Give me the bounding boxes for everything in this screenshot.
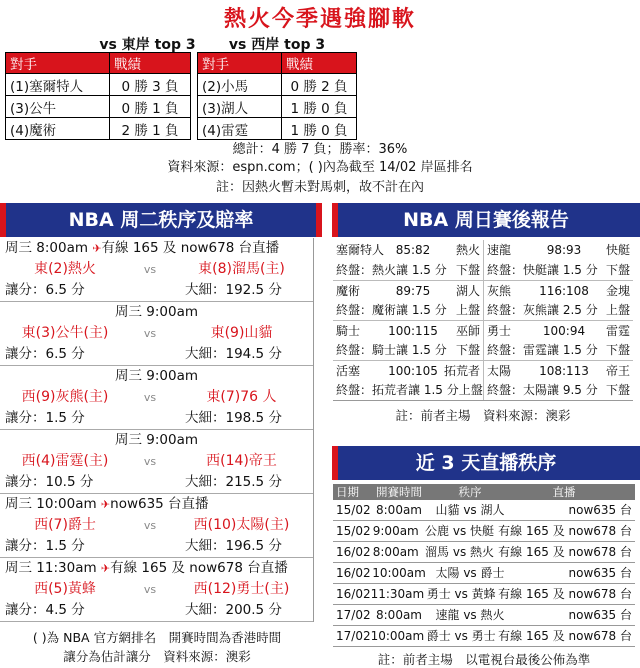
game-time: 周三 8:00am (5, 240, 89, 256)
final-score: 100:105 (388, 364, 438, 378)
broadcast-icon: ✈ (100, 498, 111, 511)
table-row (198, 96, 357, 118)
result-score-cell (483, 281, 633, 300)
result-score-cell (333, 321, 483, 340)
east-record-table (5, 52, 191, 140)
closing-odds: 終盤：快艇讓 1.5 分 (487, 263, 598, 277)
odds-banner-title: NBA 周二秩序及賠率 (68, 209, 254, 231)
game-odds-line (0, 280, 313, 301)
schedule-time: 11:30am (370, 587, 425, 601)
odds-result: 下盤 (455, 263, 480, 277)
game-block (0, 238, 313, 302)
result-score-cell (333, 240, 483, 260)
summary-text: 總計：4 勝 7 負；勝率：36% (232, 142, 408, 157)
game-time: 周三 11:30am (5, 560, 97, 576)
col-opponent: 對手 (198, 53, 282, 74)
away-team: 雷霆 (605, 324, 630, 338)
schedule-body (333, 500, 635, 647)
team-b: 東(8)溜馬(主) (198, 261, 285, 277)
total: 大細：192.5 分 (185, 282, 282, 298)
table-row (333, 563, 635, 584)
source-text: 資料來源：espn.com；( )內為截至 14/02 岸區排名 (167, 160, 473, 175)
schedule-time: 10:00am (370, 629, 425, 643)
schedule-channel: now635 台 (568, 608, 632, 622)
closing-odds: 終盤：雷霆讓 1.5 分 (487, 343, 598, 357)
table-row (6, 118, 191, 140)
schedule-match: 山貓 vs 湖人 (435, 503, 505, 517)
spread: 讓分：4.5 分 (5, 602, 85, 618)
result-score-row (333, 280, 633, 300)
result-odds-cell (333, 260, 483, 280)
record-cell: 1 勝 0 負 (282, 118, 357, 140)
result-odds-cell (333, 380, 483, 400)
final-score: 98:93 (546, 243, 582, 257)
opponent-cell: (3)湖人 (198, 96, 282, 118)
team-a: 西(7)爵士 (34, 517, 96, 533)
schedule-time: 10:00am (372, 566, 426, 580)
col-channel: 直播 (552, 485, 576, 499)
vs-label: vs (143, 391, 157, 404)
result-score-row (333, 360, 633, 380)
schedule-date: 16/02 (336, 566, 371, 580)
game-odds-line (0, 600, 313, 621)
schedule-channel: 有線 165 及 now678 台 (498, 524, 632, 538)
home-team: 太陽 (487, 364, 512, 378)
table-row (333, 584, 635, 605)
schedule-time: 9:00am (372, 524, 419, 538)
results-footer: 註：前者主場 資料來源：澳彩 (395, 408, 571, 423)
away-team: 熱火 (455, 243, 480, 257)
schedule-date: 15/02 (336, 503, 371, 517)
result-odds-cell (483, 260, 633, 280)
schedule-match: 溜馬 vs 熱火 (425, 545, 495, 559)
vs-label: vs (143, 455, 157, 468)
result-score-cell (483, 240, 633, 260)
game-block (0, 558, 313, 622)
col-date: 日期 (336, 485, 359, 499)
game-block (0, 494, 313, 558)
table-row (333, 542, 635, 563)
home-team: 騎士 (336, 324, 361, 338)
result-odds-row (333, 340, 633, 360)
away-team: 巫師 (455, 324, 480, 338)
results-banner (332, 203, 640, 237)
table-row (333, 521, 635, 542)
game-time-line (0, 302, 313, 323)
banner-accent (332, 203, 338, 237)
banner-accent (316, 203, 322, 237)
team-a: 東(2)熱火 (34, 261, 96, 277)
away-team: 湖人 (455, 284, 480, 298)
final-score: 89:75 (395, 284, 431, 298)
vs-label: vs (143, 263, 157, 276)
table-row (333, 626, 635, 647)
result-score-cell (483, 361, 633, 380)
result-odds-row (333, 380, 633, 400)
game-block (0, 430, 313, 494)
closing-odds: 終盤：太陽讓 9.5 分 (487, 383, 598, 397)
schedule-date: 17/02 (336, 608, 371, 622)
broadcast-icon: ✈ (92, 242, 102, 255)
closing-odds: 終盤：拓荒者讓 1.5 分 (336, 383, 459, 397)
game-teams-line (0, 515, 313, 536)
schedule-date: 15/02 (336, 524, 371, 538)
record-cell: 1 勝 0 負 (282, 96, 357, 118)
odds-game-list (0, 238, 314, 622)
result-score-cell (483, 321, 633, 340)
game-block (0, 366, 313, 430)
schedule-match: 太陽 vs 爵士 (435, 566, 505, 580)
schedule-channel: now635 台 (568, 503, 632, 517)
home-team: 灰熊 (487, 284, 512, 298)
odds-footer-line: 讓分為估計讓分 資料來源：澳彩 (63, 649, 251, 664)
west-top3-title: vs 西岸 top 3 (228, 37, 326, 53)
table-row (198, 74, 357, 96)
schedule-match: 爵士 vs 勇士 (426, 629, 496, 643)
total: 大細：200.5 分 (185, 602, 282, 618)
col-record: 戰績 (110, 53, 191, 74)
col-opponent: 對手 (6, 53, 110, 74)
table-header-row (198, 53, 357, 74)
away-team: 金塊 (605, 284, 630, 298)
game-channel: 有線 165 及 now678 台直播 (101, 240, 280, 256)
result-odds-cell (483, 380, 633, 400)
schedule-banner (332, 446, 640, 480)
home-team: 速龍 (487, 243, 512, 257)
result-score-cell (333, 361, 483, 380)
game-channel: 有線 165 及 now678 台直播 (110, 560, 288, 576)
final-score: 116:108 (539, 284, 589, 298)
odds-banner (0, 203, 322, 237)
game-time: 周三 10:00am (5, 496, 97, 512)
banner-accent (0, 203, 6, 237)
vs-label: vs (143, 327, 157, 340)
game-time-line (0, 494, 313, 515)
record-cell: 2 勝 1 負 (110, 118, 191, 140)
away-team: 快艇 (605, 243, 630, 257)
odds-result: 下盤 (605, 263, 630, 277)
team-b: 西(12)勇士(主) (193, 581, 290, 597)
spread: 讓分：1.5 分 (5, 410, 85, 426)
game-time-line (0, 366, 313, 387)
table-row (198, 118, 357, 140)
game-teams-line (0, 387, 313, 408)
schedule-header-row (333, 484, 635, 500)
game-odds-line (0, 536, 313, 557)
east-top3-title: vs 東岸 top 3 (99, 37, 196, 53)
page-title: 熱火今季遇強腳軟 (223, 7, 416, 32)
odds-result: 下盤 (605, 383, 630, 397)
schedule-date: 16/02 (336, 545, 371, 559)
schedule-table (333, 484, 635, 647)
team-a: 東(3)公牛(主) (21, 325, 109, 341)
schedule-channel: 有線 165 及 now678 台 (498, 545, 632, 559)
result-score-cell (333, 281, 483, 300)
team-b: 西(14)帝王 (206, 453, 277, 469)
odds-result: 上盤 (455, 303, 480, 317)
team-b: 東(9)山貓 (210, 325, 273, 341)
home-team: 塞爾特人 (336, 243, 385, 257)
schedule-date: 16/02 (336, 587, 371, 601)
schedule-channel: 有線 165 及 now678 台 (498, 587, 632, 601)
game-channel: now635 台直播 (110, 496, 209, 512)
odds-result: 上盤 (605, 303, 630, 317)
game-time: 周三 9:00am (114, 432, 199, 448)
total: 大細：196.5 分 (185, 538, 282, 554)
col-match: 秩序 (458, 485, 482, 499)
spread: 讓分：1.5 分 (5, 538, 85, 554)
result-score-row (333, 320, 633, 340)
away-team: 帝王 (605, 364, 630, 378)
table-header-row (6, 53, 191, 74)
opponent-cell: (2)小馬 (198, 74, 282, 96)
opponent-cell: (4)雷霆 (198, 118, 282, 140)
odds-footer-line: ( )為 NBA 官方網排名 開賽時間為香港時間 (32, 630, 282, 645)
schedule-time: 8:00am (376, 503, 422, 517)
game-time: 周三 9:00am (114, 368, 199, 384)
team-b: 東(7)76 人 (206, 389, 277, 405)
schedule-banner-title: 近 3 天直播秩序 (415, 452, 557, 474)
game-teams-line (0, 323, 313, 344)
odds-result: 下盤 (455, 343, 480, 357)
away-team: 拓荒者 (443, 364, 480, 378)
schedule-match: 公鹿 vs 快艇 (425, 524, 495, 538)
final-score: 100:115 (388, 324, 438, 338)
game-teams-line (0, 451, 313, 472)
game-time-line (0, 430, 313, 451)
final-score: 85:82 (395, 243, 431, 257)
table-row (333, 500, 635, 521)
col-record: 戰績 (282, 53, 357, 74)
results-grid (333, 240, 633, 401)
team-a: 西(5)黃蜂 (34, 581, 96, 597)
record-cell: 0 勝 3 負 (110, 74, 191, 96)
odds-result: 下盤 (605, 343, 630, 357)
game-teams-line (0, 259, 313, 280)
game-odds-line (0, 344, 313, 365)
schedule-time: 8:00am (376, 608, 422, 622)
team-a: 西(9)灰熊(主) (21, 389, 109, 405)
result-odds-cell (333, 300, 483, 320)
game-time-line (0, 558, 313, 579)
record-cell: 0 勝 2 負 (282, 74, 357, 96)
total: 大細：215.5 分 (185, 474, 282, 490)
spread: 讓分：6.5 分 (5, 282, 85, 298)
total: 大細：198.5 分 (185, 410, 282, 426)
result-odds-cell (333, 340, 483, 360)
schedule-footer: 註：前者主場 以電視台最後公佈為準 (377, 652, 591, 667)
table-row (333, 605, 635, 626)
result-score-row (333, 240, 633, 260)
team-a: 西(4)雷霆(主) (21, 453, 109, 469)
schedule-channel: 有線 165 及 now678 台 (498, 629, 632, 643)
odds-result: 上盤 (458, 383, 483, 397)
game-odds-line (0, 472, 313, 493)
banner-accent (332, 446, 338, 480)
game-time: 周三 9:00am (114, 304, 199, 320)
schedule-channel: now635 台 (568, 566, 632, 580)
opponent-cell: (1)塞爾特人 (6, 74, 110, 96)
schedule-match: 速龍 vs 熱火 (435, 608, 505, 622)
game-teams-line (0, 579, 313, 600)
col-time: 開賽時間 (376, 485, 422, 499)
spread: 讓分：6.5 分 (5, 346, 85, 362)
game-time-line (0, 238, 313, 259)
vs-label: vs (143, 519, 157, 532)
table-row (6, 74, 191, 96)
home-team: 勇士 (487, 324, 512, 338)
schedule-time: 8:00am (372, 545, 419, 559)
game-odds-line (0, 408, 313, 429)
result-odds-row (333, 300, 633, 320)
schedule-date: 17/02 (336, 629, 371, 643)
result-odds-cell (483, 340, 633, 360)
final-score: 100:94 (542, 324, 586, 338)
closing-odds: 終盤：灰熊讓 2.5 分 (487, 303, 598, 317)
remark-text: 註：因熱火暫未對馬刺，故不計在內 (215, 180, 424, 195)
closing-odds: 終盤：魔術讓 1.5 分 (336, 303, 447, 317)
vs-label: vs (143, 583, 157, 596)
team-b: 西(10)太陽(主) (193, 517, 290, 533)
opponent-cell: (3)公牛 (6, 96, 110, 118)
spread: 讓分：10.5 分 (5, 474, 94, 490)
results-banner-title: NBA 周日賽後報告 (403, 209, 569, 231)
west-record-table (197, 52, 357, 140)
game-block (0, 302, 313, 366)
result-odds-cell (483, 300, 633, 320)
result-odds-row (333, 260, 633, 280)
closing-odds: 終盤：熱火讓 1.5 分 (336, 263, 447, 277)
table-row (6, 96, 191, 118)
home-team: 魔術 (336, 284, 361, 298)
final-score: 108:113 (539, 364, 589, 378)
record-cell: 0 勝 1 負 (110, 96, 191, 118)
schedule-match: 勇士 vs 黃蜂 (426, 587, 496, 601)
odds-footer (0, 628, 314, 666)
closing-odds: 終盤：騎士讓 1.5 分 (336, 343, 447, 357)
opponent-cell: (4)魔術 (6, 118, 110, 140)
home-team: 活塞 (336, 364, 361, 378)
broadcast-icon: ✈ (100, 562, 111, 575)
total: 大細：194.5 分 (185, 346, 282, 362)
